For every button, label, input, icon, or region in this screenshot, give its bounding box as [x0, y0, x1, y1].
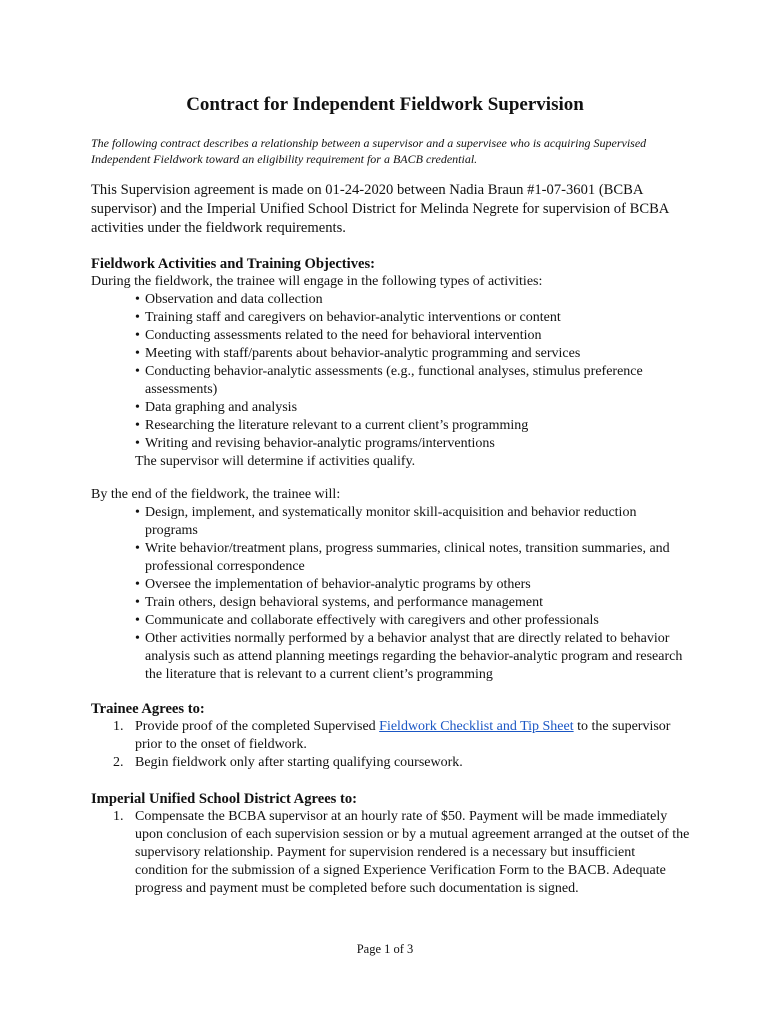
list-item — [91, 718, 691, 754]
list-item — [91, 808, 691, 898]
activities-lead: During the fieldwork, the trainee will engage in the following types of activities: — [91, 274, 543, 289]
list-item: • Conducting assessments related to the need for behavioral intervention — [135, 327, 691, 345]
trainee-item1-tail: to the supervisor prior to the onset of fieldwork. — [135, 719, 671, 752]
agreement-paragraph: This Supervision agreement is made on 01-24-2020 between Nadia Braun #1-07-3601 (BCBA supervisor) and the Imperial Unified School District for Melinda Negrete for supervision of BCBA activities under the fieldwork requirements. — [91, 182, 669, 236]
document-title: Contract for Independent Fieldwork Supervision — [186, 94, 584, 115]
outcomes-section — [91, 486, 691, 684]
list-item: • Design, implement, and systematically monitor skill-acquisition and behavior reduction programs — [135, 504, 691, 540]
list-item: • Training staff and caregivers on behavior-analytic interventions or content — [135, 309, 691, 327]
activities-note: The supervisor will determine if activities qualify. — [135, 454, 416, 469]
activities-section — [91, 255, 691, 471]
list-item: • Train others, design behavioral systems, and performance management — [135, 594, 691, 612]
trainee-item2-text: Begin fieldwork only after starting qualifying coursework. — [135, 755, 463, 770]
district-list — [91, 808, 691, 898]
district-section — [91, 790, 691, 898]
trainee-item1-text: Provide proof of the completed Supervised — [135, 719, 380, 734]
activities-heading: Fieldwork Activities and Training Objectives: — [91, 256, 376, 272]
list-item — [91, 754, 691, 772]
page-number: Page 1 of 3 — [356, 942, 414, 956]
list-number: 2. — [113, 755, 124, 770]
list-item: • Oversee the implementation of behavior-analytic programs by others — [135, 576, 691, 594]
district-item1-text: Compensate the BCBA supervisor at an hourly rate of $50. Payment will be made immediately upon conclusion of each supervision session or by a mutual agreement arranged at the outset of the supervisory relationship. Payment for supervision rendered is a necessary but insufficient condition for the submission of a signed Experience Verification Form to the BACB. Adequate progress and payment must be completed before such documentation is signed. — [135, 809, 690, 896]
list-item: • Other activities normally performed by a behavior analyst that are directly related to behavior analysis such as attend planning meetings regarding the behavior-analytic program and research the literature that is relevant to a current client’s programming — [135, 630, 691, 684]
trainee-section — [91, 700, 691, 772]
list-item: • Meeting with staff/parents about behavior-analytic programming and services — [135, 345, 691, 363]
list-number: 1. — [113, 809, 124, 824]
outcomes-list — [91, 504, 691, 684]
list-item: • Conducting behavior-analytic assessments (e.g., functional analyses, stimulus preference assessments) — [135, 363, 691, 399]
list-item: • Researching the literature relevant to a current client’s programming — [135, 417, 691, 435]
outcomes-lead: By the end of the fieldwork, the trainee will: — [91, 487, 341, 502]
trainee-list — [91, 718, 691, 772]
list-item: • Data graphing and analysis — [135, 399, 691, 417]
list-item: • Observation and data collection — [135, 291, 691, 309]
activities-list — [91, 291, 691, 453]
list-item: • Write behavior/treatment plans, progress summaries, clinical notes, transition summaries, and professional correspondence — [135, 540, 691, 576]
trainee-heading: Trainee Agrees to: — [91, 701, 205, 717]
intro-text: The following contract describes a relationship between a supervisor and a supervisee who is acquiring Supervised Independent Fieldwork toward an eligibility requirement for a BACB credential. — [91, 136, 647, 166]
district-heading: Imperial Unified School District Agrees to: — [91, 791, 358, 807]
list-number: 1. — [113, 719, 124, 734]
checklist-link[interactable]: Fieldwork Checklist and Tip Sheet — [379, 719, 574, 734]
list-item: • Writing and revising behavior-analytic programs/interventions — [135, 435, 691, 453]
list-item: • Communicate and collaborate effectively with caregivers and other professionals — [135, 612, 691, 630]
